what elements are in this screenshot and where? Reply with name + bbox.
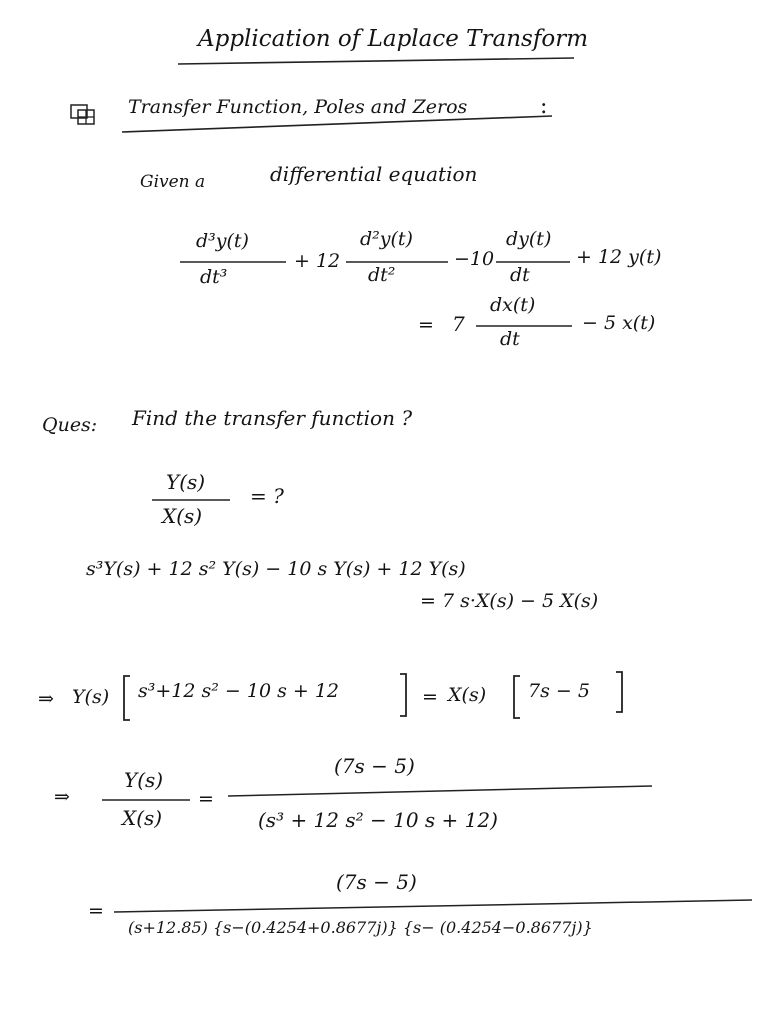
question-label: Ques: (42, 414, 98, 436)
step4-den: (s+12.85) {s−(0.4254+0.8677j)} {s− (0.4254−0.8677j)} (128, 918, 593, 937)
ode-term3-num: dy(t) (506, 228, 552, 250)
tf-query-rhs: = ? (250, 484, 284, 508)
section-heading: Transfer Function, Poles and Zeros (128, 96, 468, 118)
given-subject: differential equation (270, 162, 478, 186)
step4-bar (114, 900, 752, 912)
step4-eq: = (88, 900, 104, 922)
ode-rhs-den: dt (500, 328, 520, 350)
step3-rhs-den: (s³ + 12 s² − 10 s + 12) (258, 808, 498, 832)
ode-minus10: −10 (454, 248, 495, 270)
ode-rhs-num: dx(t) (490, 294, 536, 316)
step3-lhs-num: Y(s) (124, 768, 164, 792)
ode-plus12: + 12 (294, 250, 341, 272)
bracket-left-1 (124, 676, 130, 720)
grid-bullet-icon (70, 104, 98, 126)
step1-rhs: = 7 s·X(s) − 5 X(s) (420, 590, 599, 612)
ode-minus5x: − 5 x(t) (582, 312, 656, 334)
ode-term1-den: dt³ (200, 266, 228, 288)
ode-seven: 7 (452, 312, 465, 336)
step2-numer: 7s − 5 (528, 680, 590, 702)
tf-query-num: Y(s) (166, 470, 206, 494)
step1-lhs: s³Y(s) + 12 s² Y(s) − 10 s Y(s) + 12 Y(s) (86, 558, 466, 580)
bracket-left-2 (514, 676, 520, 718)
page-title: Application of Laplace Transform (198, 26, 589, 52)
ode-term2-num: d²y(t) (360, 228, 413, 250)
step2-eq: = (422, 686, 438, 708)
step2-xs: X(s) (448, 684, 487, 706)
ode-equals: = (418, 314, 434, 336)
step3-rhs-num: (7s − 5) (334, 754, 415, 778)
heading-underline (122, 116, 552, 132)
question-text: Find the transfer function ? (132, 406, 413, 430)
bracket-right-1 (400, 674, 406, 716)
bracket-right-2 (616, 672, 622, 712)
ode-term3-den: dt (510, 264, 530, 286)
step3-lhs-den: X(s) (122, 806, 163, 830)
step3-eq: = (198, 788, 214, 810)
given-label: Given a (140, 172, 206, 192)
step4-num: (7s − 5) (336, 870, 417, 894)
step2-ys: Y(s) (72, 686, 110, 708)
tf-query-den: X(s) (162, 504, 203, 528)
title-underline (178, 58, 574, 64)
step2-arrow: ⇒ (38, 688, 54, 710)
step3-rhs-bar (228, 786, 652, 796)
heading-colon: : (540, 94, 548, 119)
step2-poly: s³+12 s² − 10 s + 12 (138, 680, 340, 702)
ode-term1-num: d³y(t) (196, 230, 249, 252)
step3-arrow: ⇒ (54, 786, 70, 808)
ode-term2-den: dt² (368, 264, 396, 286)
ode-plus12y: + 12 y(t) (576, 246, 662, 268)
